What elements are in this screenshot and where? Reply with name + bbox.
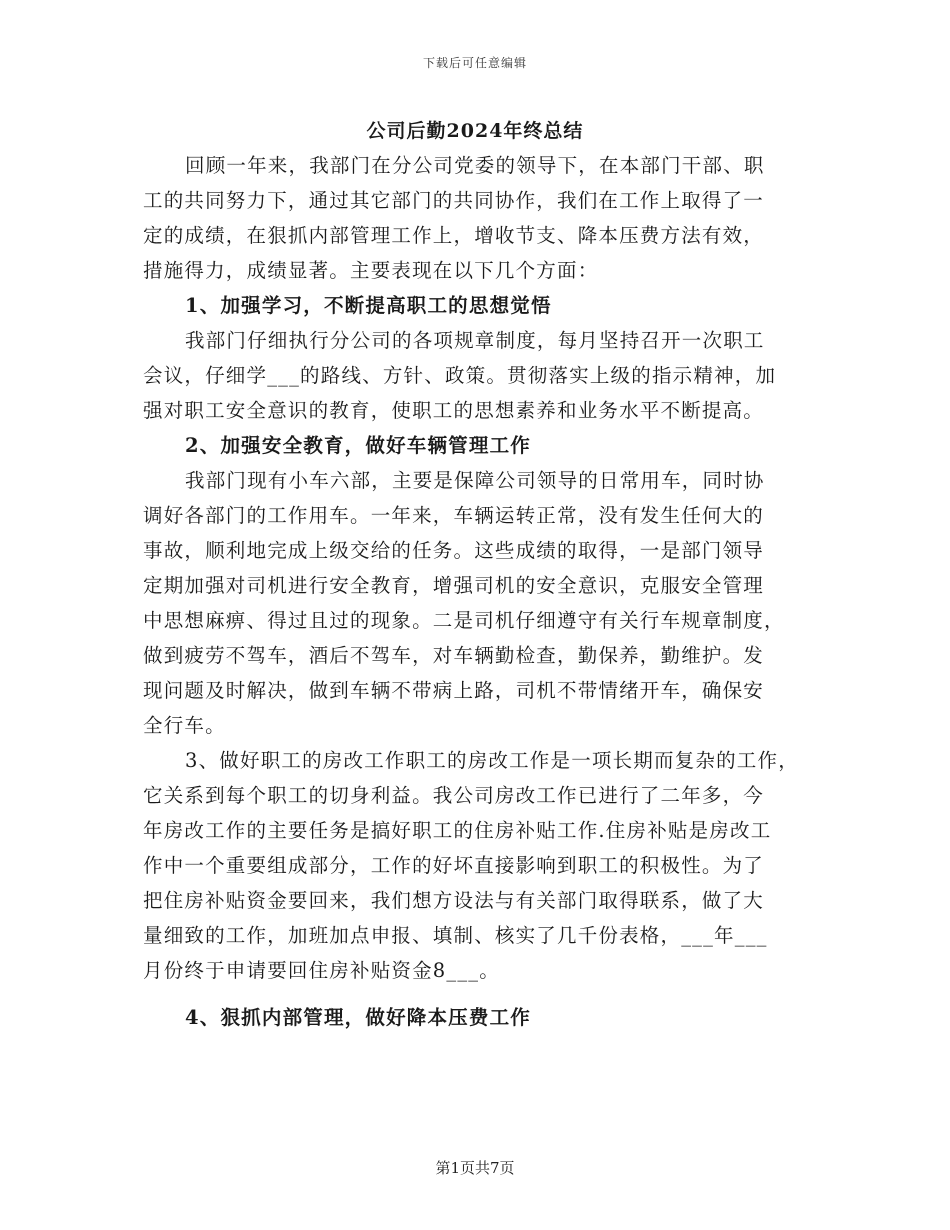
paragraph-line: 我部门现有小车六部，主要是保障公司领导的日常用车，同时协	[185, 469, 765, 492]
paragraph-line: 事故，顺利地完成上级交给的任务。这些成绩的取得，一是部门领导	[143, 539, 765, 562]
page-header-note: 下载后可任意编辑	[422, 56, 527, 70]
paragraph-line: 强对职工安全意识的教育，使职工的思想素养和业务水平不断提高。	[143, 399, 765, 422]
paragraph-line: 现问题及时解决，做到车辆不带病上路，司机不带情绪开车，确保安	[143, 679, 765, 702]
paragraph-gap	[143, 988, 808, 1000]
paragraph-line: 做到疲劳不驾车，酒后不驾车，对车辆勤检查，勤保养，勤维护。发	[143, 644, 765, 667]
paragraph-line: 作中一个重要组成部分，工作的好坏直接影响到职工的积极性。为了	[143, 854, 765, 877]
section-heading-1: 1、加强学习，不断提高职工的思想觉悟	[185, 294, 552, 317]
paragraph-line: 它关系到每个职工的切身利益。我公司房改工作已进行了二年多，今	[143, 784, 765, 807]
paragraph-line: 量细致的工作，加班加点申报、填制、核实了几千份表格，___年___	[143, 924, 768, 947]
paragraph-line: 会议，仔细学___的路线、方针、政策。贯彻落实上级的指示精神，加	[143, 364, 777, 387]
paragraph-line: 定期加强对司机进行安全教育，增强司机的安全意识，克服安全管理	[143, 574, 765, 597]
document-body	[143, 148, 808, 1035]
paragraph-line: 定的成绩，在狠抓内部管理工作上，增收节支、降本压费方法有效，	[143, 224, 765, 247]
paragraph-line: 回顾一年来，我部门在分公司党委的领导下，在本部门干部、职	[185, 154, 765, 177]
paragraph-line: 措施得力，成绩显著。主要表现在以下几个方面：	[143, 259, 599, 282]
paragraph-line: 工的共同努力下，通过其它部门的共同协作，我们在工作上取得了一	[143, 189, 765, 212]
paragraph-line: 中思想麻痹、得过且过的现象。二是司机仔细遵守有关行车规章制度，	[143, 609, 785, 632]
paragraph-line: 全行车。	[143, 714, 226, 737]
section-heading-4: 4、狠抓内部管理，做好降本压费工作	[185, 1006, 531, 1029]
paragraph-line: 调好各部门的工作用车。一年来，车辆运转正常，没有发生任何大的	[143, 504, 765, 527]
page-number: 第1页共7页	[435, 1159, 515, 1177]
section-3-line: 3、做好职工的房改工作职工的房改工作是一项长期而复杂的工作，	[185, 749, 799, 772]
section-heading-2: 2、加强安全教育，做好车辆管理工作	[185, 434, 531, 457]
paragraph-line: 年房改工作的主要任务是搞好职工的住房补贴工作.住房补贴是房改工	[143, 819, 772, 842]
paragraph-line: 我部门仔细执行分公司的各项规章制度，每月坚持召开一次职工	[185, 329, 765, 352]
paragraph-line: 月份终于申请要回住房补贴资金8___。	[143, 959, 500, 982]
document-title: 公司后勤2024年终总结	[366, 120, 584, 142]
paragraph-line: 把住房补贴资金要回来，我们想方设法与有关部门取得联系，做了大	[143, 889, 765, 912]
